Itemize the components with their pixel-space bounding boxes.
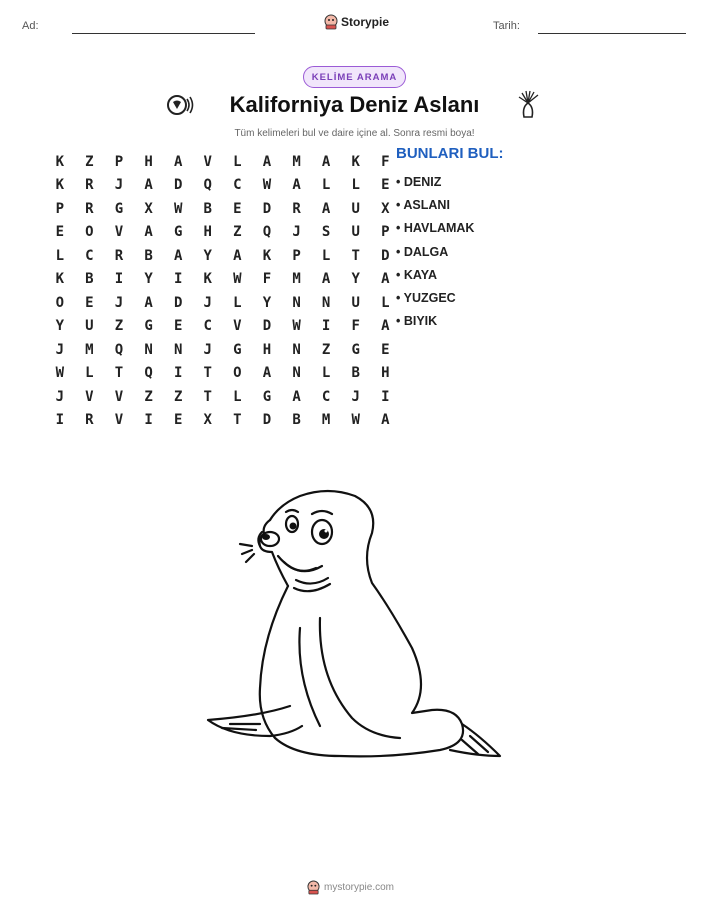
grid-letter[interactable]: X [144, 200, 153, 217]
grid-letter[interactable]: B [292, 412, 301, 429]
grid-letter[interactable]: R [114, 247, 124, 264]
grid-letter[interactable]: O [85, 224, 94, 241]
grid-letter[interactable]: N [292, 341, 301, 358]
word-list-title: BUNLARI BUL: [396, 145, 504, 162]
grid-letter[interactable]: Q [203, 177, 212, 194]
grid-letter[interactable]: G [262, 388, 272, 405]
grid-letter[interactable]: L [233, 153, 242, 170]
grid-letter[interactable]: L [351, 177, 360, 194]
grid-letter[interactable]: X [381, 200, 390, 217]
grid-letter[interactable]: D [262, 318, 272, 335]
word-list-item: • ASLANI [396, 197, 450, 212]
grid-letter[interactable]: J [55, 341, 65, 358]
grid-letter[interactable]: I [144, 412, 153, 429]
word-search-badge: KELİME ARAMA [303, 66, 406, 88]
grid-letter[interactable]: A [262, 153, 272, 170]
grid-letter[interactable]: U [351, 294, 360, 311]
brand [324, 14, 389, 30]
grid-letter[interactable]: I [55, 412, 65, 429]
grid-letter[interactable]: A [381, 271, 390, 288]
grid-letter[interactable]: A [321, 200, 331, 217]
grid-letter[interactable]: J [292, 224, 301, 241]
grid-letter[interactable]: N [321, 294, 331, 311]
grid-row [45, 409, 400, 433]
grid-letter[interactable]: L [321, 177, 331, 194]
grid-letter[interactable]: I [381, 388, 390, 405]
grid-letter[interactable]: T [114, 365, 124, 382]
grid-letter[interactable]: L [85, 365, 94, 382]
grid-letter[interactable]: U [85, 318, 94, 335]
grid-letter[interactable]: H [262, 341, 272, 358]
grid-letter[interactable]: Z [85, 153, 94, 170]
grid-letter[interactable]: O [55, 294, 65, 311]
grid-letter[interactable]: B [144, 247, 153, 264]
grid-letter[interactable]: Z [173, 388, 183, 405]
grid-letter[interactable]: G [114, 200, 124, 217]
grid-letter[interactable]: P [381, 224, 390, 241]
grid-row [45, 244, 400, 268]
grid-row [45, 221, 400, 245]
grid-letter[interactable]: R [85, 177, 94, 194]
grid-letter[interactable]: V [114, 412, 124, 429]
grid-letter[interactable]: E [55, 224, 65, 241]
grid-letter[interactable]: J [114, 177, 124, 194]
grid-letter[interactable]: N [292, 294, 301, 311]
grid-letter[interactable]: B [203, 200, 212, 217]
grid-letter[interactable]: D [173, 177, 183, 194]
grid-letter[interactable]: M [321, 412, 331, 429]
grid-row [45, 197, 400, 221]
grid-letter[interactable]: D [262, 412, 272, 429]
name-label: Ad: [22, 20, 39, 32]
grid-letter[interactable]: A [321, 153, 331, 170]
grid-letter[interactable]: R [85, 200, 94, 217]
grid-letter[interactable]: G [351, 341, 360, 358]
grid-letter[interactable]: A [144, 177, 153, 194]
grid-letter[interactable]: L [233, 388, 242, 405]
grid-letter[interactable]: Q [144, 365, 153, 382]
footer-url: mystorypie.com [324, 882, 395, 893]
grid-letter[interactable]: M [292, 153, 301, 170]
grid-letter[interactable]: I [321, 318, 331, 335]
grid-letter[interactable]: V [85, 388, 94, 405]
grid-letter[interactable]: E [85, 294, 94, 311]
grid-letter[interactable]: Z [114, 318, 124, 335]
storypie-logo-icon [307, 880, 320, 895]
grid-letter[interactable]: M [292, 271, 301, 288]
grid-letter[interactable]: W [262, 177, 272, 194]
grid-letter[interactable]: K [55, 153, 65, 170]
grid-letter[interactable]: L [321, 247, 331, 264]
grid-letter[interactable]: C [321, 388, 331, 405]
grid-letter[interactable]: J [114, 294, 124, 311]
word-list-item: • KAYA [396, 267, 437, 282]
grid-letter[interactable]: W [351, 412, 360, 429]
grid-letter[interactable]: X [203, 412, 212, 429]
grid-letter[interactable]: H [144, 153, 153, 170]
page-title: Kaliforniya Deniz Aslanı [229, 92, 480, 117]
word-list-item: • YUZGEC [396, 291, 456, 306]
instructions: Tüm kelimeleri bul ve daire içine al. Sonra resmi boya! [234, 128, 475, 139]
grid-letter[interactable]: K [55, 271, 65, 288]
word-list-item: • HAVLAMAK [396, 221, 475, 236]
grid-letter[interactable]: Y [144, 271, 153, 288]
grid-letter[interactable]: K [351, 153, 360, 170]
grid-letter[interactable]: Z [144, 388, 153, 405]
grid-letter[interactable]: J [55, 388, 65, 405]
grid-letter[interactable]: U [351, 224, 360, 241]
grid-row [45, 385, 400, 409]
word-list-item: • BIYIK [396, 314, 438, 329]
grid-letter[interactable]: K [55, 177, 65, 194]
grid-letter[interactable]: G [233, 341, 242, 358]
grid-letter[interactable]: E [173, 318, 183, 335]
grid-row [45, 362, 400, 386]
grid-letter[interactable]: A [321, 271, 331, 288]
grid-letter[interactable]: Q [114, 341, 124, 358]
grid-letter[interactable]: B [85, 271, 94, 288]
grid-letter[interactable]: W [233, 271, 242, 288]
grid-letter[interactable]: P [55, 200, 65, 217]
grid-letter[interactable]: L [321, 365, 331, 382]
grid-letter[interactable]: F [351, 318, 360, 335]
sea-lion-illustration [200, 488, 510, 763]
grid-row [45, 338, 400, 362]
grid-letter[interactable]: P [292, 247, 301, 264]
grid-letter[interactable]: Q [262, 224, 272, 241]
grid-letter[interactable]: G [144, 318, 153, 335]
grid-letter[interactable]: S [321, 224, 331, 241]
grid-letter[interactable]: N [292, 365, 301, 382]
grid-letter[interactable]: U [351, 200, 360, 217]
grid-letter[interactable]: J [351, 388, 360, 405]
word-list-item: • DENIZ [396, 174, 442, 189]
grid-letter[interactable]: T [203, 388, 212, 405]
grid-letter[interactable]: H [381, 365, 390, 382]
storypie-logo-icon [324, 14, 338, 30]
grid-row [45, 291, 400, 315]
grid-letter[interactable]: N [144, 341, 153, 358]
grid-letter[interactable]: Y [55, 318, 65, 335]
grid-letter[interactable]: K [262, 247, 272, 264]
name-line [72, 33, 255, 34]
grid-letter[interactable]: R [292, 200, 301, 217]
grid-letter[interactable]: C [85, 247, 94, 264]
grid-letter[interactable]: I [173, 271, 183, 288]
sea-anemone-icon [516, 89, 542, 119]
grid-letter[interactable]: Y [262, 294, 272, 311]
grid-letter[interactable]: N [173, 341, 183, 358]
grid-letter[interactable]: Z [321, 341, 331, 358]
brand-name: Storypie [341, 15, 390, 29]
grid-letter[interactable]: J [203, 341, 212, 358]
grid-letter[interactable]: M [85, 341, 94, 358]
grid-letter[interactable]: V [203, 153, 212, 170]
date-line [538, 33, 686, 34]
grid-letter[interactable]: O [233, 365, 242, 382]
grid-row [45, 150, 400, 174]
grid-letter[interactable]: A [292, 388, 301, 405]
grid-letter[interactable]: J [203, 294, 212, 311]
grid-letter[interactable]: A [381, 318, 390, 335]
grid-letter[interactable]: G [173, 224, 183, 241]
grid-letter[interactable]: T [351, 247, 360, 264]
word-search-grid [45, 150, 400, 432]
grid-letter[interactable]: H [203, 224, 212, 241]
grid-letter[interactable]: V [233, 318, 242, 335]
grid-letter[interactable]: A [233, 247, 242, 264]
date-label: Tarih: [493, 20, 520, 32]
grid-letter[interactable]: F [262, 271, 272, 288]
grid-letter[interactable]: A [292, 177, 301, 194]
word-list [396, 170, 474, 333]
footer [307, 880, 394, 895]
grid-letter[interactable]: A [173, 247, 183, 264]
grid-letter[interactable]: L [233, 294, 242, 311]
grid-letter[interactable]: C [233, 177, 242, 194]
grid-letter[interactable]: W [55, 365, 65, 382]
grid-letter[interactable]: A [144, 224, 153, 241]
grid-letter[interactable]: V [114, 388, 124, 405]
grid-letter[interactable]: A [144, 294, 153, 311]
grid-letter[interactable]: Z [233, 224, 242, 241]
grid-letter[interactable]: D [173, 294, 183, 311]
grid-letter[interactable]: P [114, 153, 124, 170]
grid-letter[interactable]: R [85, 412, 94, 429]
grid-letter[interactable]: L [381, 294, 390, 311]
grid-letter[interactable]: K [203, 271, 212, 288]
word-list-item: • DALGA [396, 244, 449, 259]
grid-letter[interactable]: E [381, 341, 390, 358]
grid-letter[interactable]: W [292, 318, 301, 335]
grid-letter[interactable]: I [173, 365, 183, 382]
grid-letter[interactable]: E [381, 177, 390, 194]
grid-letter[interactable]: D [381, 247, 390, 264]
grid-letter[interactable]: A [381, 412, 390, 429]
grid-letter[interactable]: D [262, 200, 272, 217]
grid-letter[interactable]: Y [351, 271, 360, 288]
grid-row [45, 268, 400, 292]
grid-letter[interactable]: L [55, 247, 65, 264]
grid-letter[interactable]: I [114, 271, 124, 288]
grid-letter[interactable]: A [173, 153, 183, 170]
grid-letter[interactable]: Y [203, 247, 212, 264]
grid-letter[interactable]: C [203, 318, 212, 335]
grid-letter[interactable]: T [203, 365, 212, 382]
grid-letter[interactable]: W [173, 200, 183, 217]
grid-row [45, 174, 400, 198]
grid-letter[interactable]: V [114, 224, 124, 241]
grid-letter[interactable]: E [233, 200, 242, 217]
grid-letter[interactable]: A [262, 365, 272, 382]
grid-letter[interactable]: F [381, 153, 390, 170]
grid-letter[interactable]: E [173, 412, 183, 429]
grid-letter[interactable]: T [233, 412, 242, 429]
grid-row [45, 315, 400, 339]
grid-letter[interactable]: B [351, 365, 360, 382]
